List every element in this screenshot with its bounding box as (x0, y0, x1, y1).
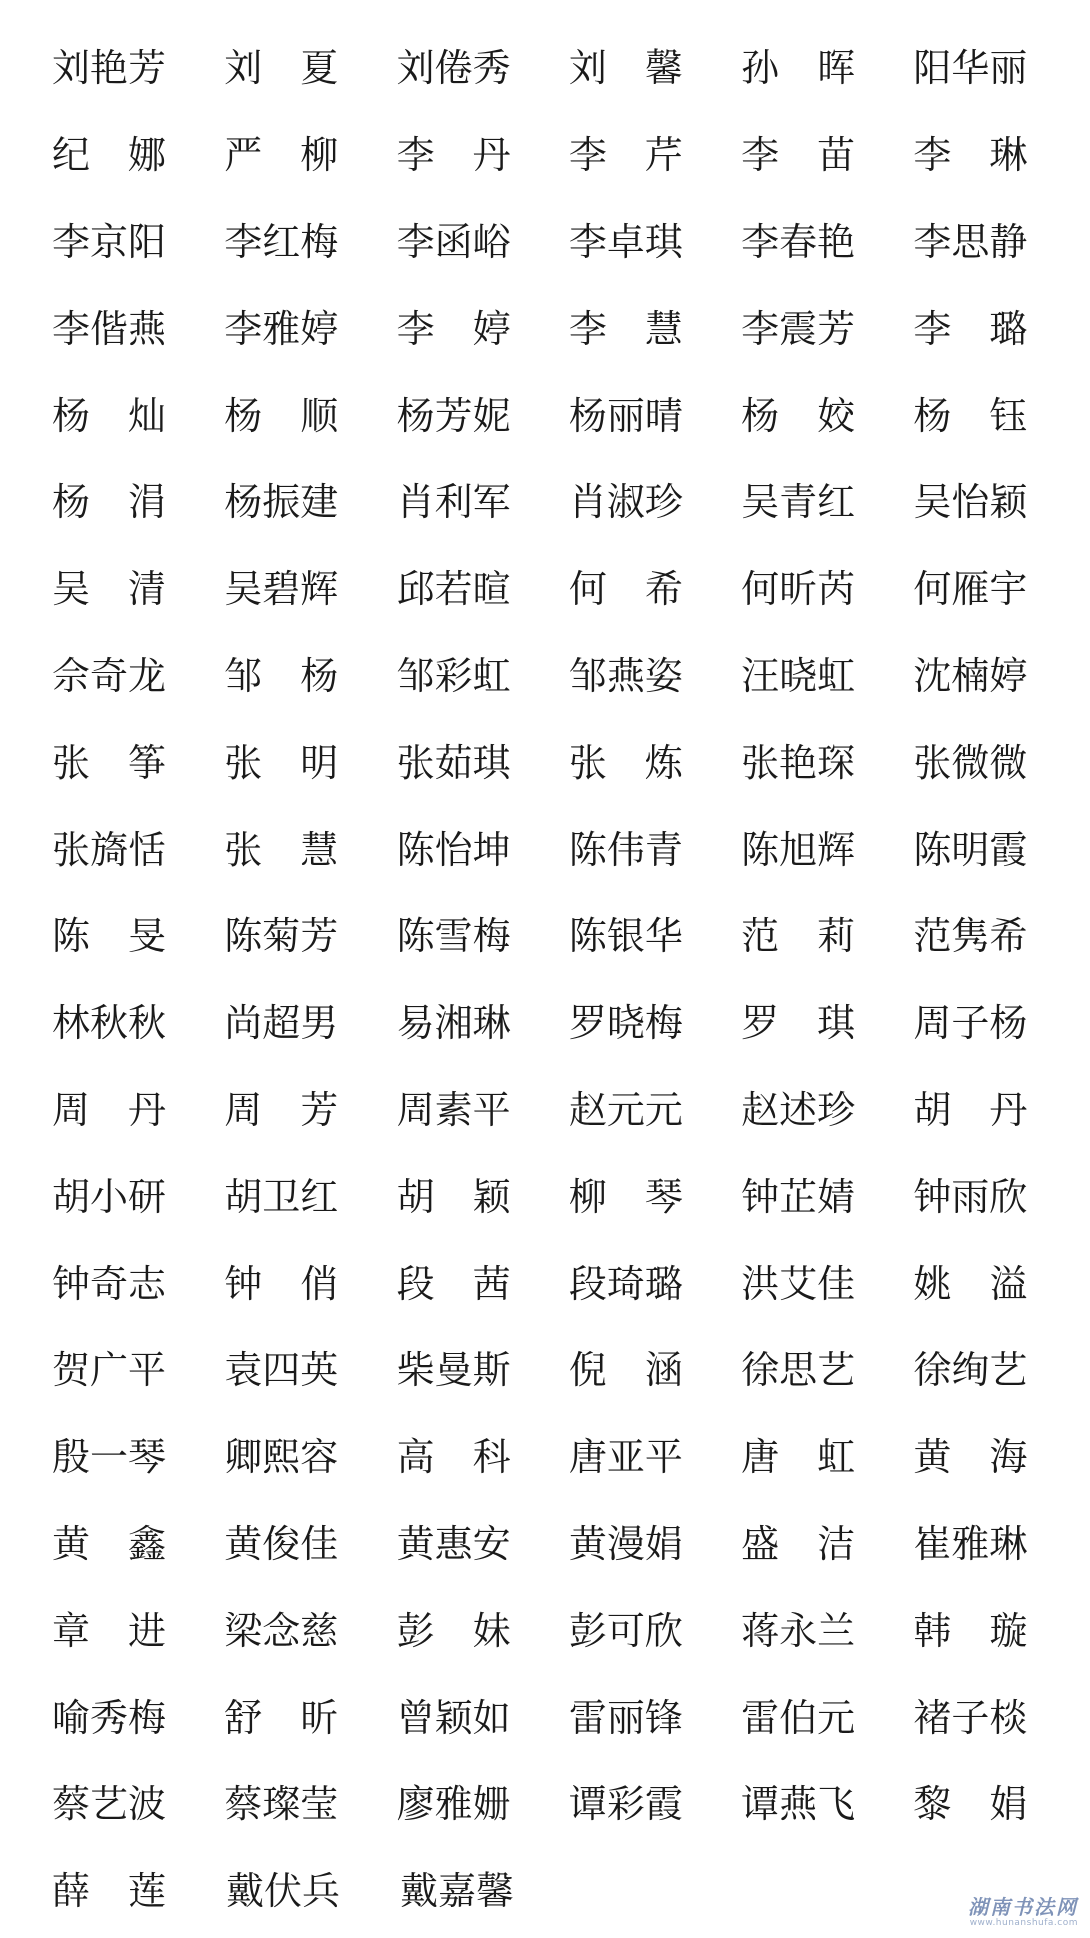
name-cell: 李雅婷 (224, 306, 339, 351)
name-cell: 李 婷 (396, 306, 511, 351)
name-cell: 倪 涵 (568, 1348, 683, 1393)
name-cell: 佘奇龙 (52, 653, 167, 698)
name-cell: 张艳琛 (741, 740, 856, 785)
name-list (52, 25, 1052, 1935)
name-row (52, 1674, 1052, 1761)
name-cell: 杨丽晴 (568, 393, 683, 438)
name-cell: 胡小研 (52, 1174, 167, 1219)
name-cell: 纪 娜 (52, 133, 167, 178)
name-cell: 何昕芮 (741, 567, 856, 612)
name-cell: 严 柳 (224, 133, 339, 178)
name-cell: 钟芷婧 (741, 1174, 856, 1219)
name-cell: 沈楠婷 (913, 653, 1028, 698)
watermark-title: 湖南书法网 (968, 1895, 1078, 1919)
name-cell: 徐绚艺 (913, 1348, 1028, 1393)
name-cell: 钟 俏 (224, 1261, 339, 1306)
name-cell: 邱若暄 (396, 567, 511, 612)
name-cell: 褚子棪 (913, 1695, 1028, 1740)
name-cell: 周 丹 (52, 1087, 167, 1132)
name-row (52, 546, 1052, 633)
name-cell: 戴嘉馨 (400, 1869, 515, 1914)
name-row (52, 1240, 1052, 1327)
name-cell: 李卓琪 (568, 219, 683, 264)
name-row (52, 372, 1052, 459)
name-cell: 罗 琪 (741, 1001, 856, 1046)
name-cell: 吴 清 (52, 567, 167, 612)
name-cell: 李函峪 (396, 219, 511, 264)
name-cell: 谭燕飞 (741, 1782, 856, 1827)
name-cell: 李红梅 (224, 219, 339, 264)
name-cell: 张 筝 (52, 740, 167, 785)
name-cell: 彭 妹 (396, 1608, 511, 1653)
name-row (52, 1848, 1052, 1935)
name-cell: 何雁宇 (913, 567, 1028, 612)
name-cell: 黄 海 (913, 1435, 1028, 1480)
name-cell: 梁念慈 (224, 1608, 339, 1653)
name-cell: 高 科 (396, 1435, 511, 1480)
name-cell: 罗晓梅 (568, 1001, 683, 1046)
name-row (52, 1327, 1052, 1414)
name-cell: 李京阳 (52, 219, 167, 264)
name-cell: 姚 溢 (913, 1261, 1028, 1306)
name-cell: 胡 颖 (396, 1174, 511, 1219)
name-cell: 何 希 (568, 567, 683, 612)
name-cell: 杨芳妮 (396, 393, 511, 438)
name-row (52, 199, 1052, 286)
name-cell: 黄俊佳 (224, 1521, 339, 1566)
name-cell: 杨振建 (224, 480, 339, 525)
name-cell: 唐 虹 (741, 1435, 856, 1480)
name-cell: 李思静 (913, 219, 1028, 264)
name-cell: 杨 钰 (913, 393, 1028, 438)
name-cell: 邹燕姿 (568, 653, 683, 698)
name-cell: 刘 馨 (568, 46, 683, 91)
name-cell: 李 芹 (568, 133, 683, 178)
name-cell: 段琦璐 (568, 1261, 683, 1306)
name-cell: 徐思艺 (741, 1348, 856, 1393)
name-cell: 黎 娟 (913, 1782, 1028, 1827)
name-cell: 陈银华 (568, 914, 683, 959)
name-cell: 汪晓虹 (741, 653, 856, 698)
name-cell: 洪艾佳 (741, 1261, 856, 1306)
name-cell: 刘 夏 (224, 46, 339, 91)
name-cell: 李 苗 (741, 133, 856, 178)
name-row (52, 1153, 1052, 1240)
name-cell: 吴青红 (741, 480, 856, 525)
name-cell: 陈怡坤 (396, 827, 511, 872)
name-cell: 雷丽锋 (568, 1695, 683, 1740)
name-cell: 邹 杨 (224, 653, 339, 698)
name-cell: 陈菊芳 (224, 914, 339, 959)
name-row (52, 1587, 1052, 1674)
name-cell: 雷伯元 (741, 1695, 856, 1740)
name-cell: 李震芳 (741, 306, 856, 351)
name-cell: 陈明霞 (913, 827, 1028, 872)
name-cell: 舒 昕 (224, 1695, 339, 1740)
name-cell: 贺广平 (52, 1348, 167, 1393)
name-cell: 胡 丹 (913, 1087, 1028, 1132)
name-row (52, 1761, 1052, 1848)
name-cell: 林秋秋 (52, 1001, 167, 1046)
name-cell: 李 慧 (568, 306, 683, 351)
name-cell: 曾颖如 (396, 1695, 511, 1740)
name-cell: 崔雅琳 (913, 1521, 1028, 1566)
name-cell: 张 炼 (568, 740, 683, 785)
name-cell: 张 慧 (224, 827, 339, 872)
name-cell: 黄漫娟 (568, 1521, 683, 1566)
name-cell: 陈雪梅 (396, 914, 511, 959)
watermark-url: www.hunanshufa.com (969, 1918, 1078, 1928)
name-row (52, 112, 1052, 199)
name-cell: 段 茜 (396, 1261, 511, 1306)
name-cell: 陈伟青 (568, 827, 683, 872)
name-cell: 胡卫红 (224, 1174, 339, 1219)
name-cell: 杨 姣 (741, 393, 856, 438)
name-cell: 张 明 (224, 740, 339, 785)
name-cell: 李 璐 (913, 306, 1028, 351)
name-cell: 杨 灿 (52, 393, 167, 438)
name-cell: 蔡璨莹 (224, 1782, 339, 1827)
name-cell: 卿熙容 (224, 1435, 339, 1480)
name-cell: 柳 琴 (568, 1174, 683, 1219)
name-cell: 谭彩霞 (568, 1782, 683, 1827)
name-cell: 柴曼斯 (396, 1348, 511, 1393)
name-cell: 李 琳 (913, 133, 1028, 178)
name-cell: 孙 晖 (741, 46, 856, 91)
name-row (52, 1501, 1052, 1588)
name-cell: 殷一琴 (52, 1435, 167, 1480)
name-cell: 黄惠安 (396, 1521, 511, 1566)
name-cell: 赵元元 (568, 1087, 683, 1132)
name-cell: 李 丹 (396, 133, 511, 178)
name-cell: 陈旭辉 (741, 827, 856, 872)
name-row (52, 285, 1052, 372)
name-cell: 袁四英 (224, 1348, 339, 1393)
name-cell: 周子杨 (913, 1001, 1028, 1046)
name-cell: 吴怡颖 (913, 480, 1028, 525)
name-cell: 刘艳芳 (52, 46, 167, 91)
name-cell: 蔡艺波 (52, 1782, 167, 1827)
name-row (52, 1414, 1052, 1501)
name-cell: 肖淑珍 (568, 480, 683, 525)
name-cell: 廖雅姗 (396, 1782, 511, 1827)
name-cell: 尚超男 (224, 1001, 339, 1046)
name-cell: 周素平 (396, 1087, 511, 1132)
name-cell: 范隽希 (913, 914, 1028, 959)
name-cell: 钟雨欣 (913, 1174, 1028, 1219)
name-cell: 张旖恬 (52, 827, 167, 872)
name-cell: 吴碧辉 (224, 567, 339, 612)
name-cell: 薛 莲 (52, 1869, 167, 1914)
site-watermark (968, 1896, 1078, 1928)
name-cell: 阳华丽 (913, 46, 1028, 91)
name-cell: 彭可欣 (568, 1608, 683, 1653)
name-row (52, 633, 1052, 720)
name-cell: 陈 旻 (52, 914, 167, 959)
name-cell: 赵述珍 (741, 1087, 856, 1132)
name-cell: 张微微 (913, 740, 1028, 785)
name-cell: 邹彩虹 (396, 653, 511, 698)
name-cell: 李春艳 (741, 219, 856, 264)
name-cell: 唐亚平 (568, 1435, 683, 1480)
name-cell: 肖利军 (396, 480, 511, 525)
name-cell: 张茹琪 (396, 740, 511, 785)
name-cell: 钟奇志 (52, 1261, 167, 1306)
name-row (52, 459, 1052, 546)
name-row (52, 25, 1052, 112)
name-cell: 刘倦秀 (396, 46, 511, 91)
name-cell: 韩 璇 (913, 1608, 1028, 1653)
name-cell: 盛 洁 (741, 1521, 856, 1566)
name-cell: 蒋永兰 (741, 1608, 856, 1653)
name-cell: 范 莉 (741, 914, 856, 959)
name-row (52, 1067, 1052, 1154)
name-cell: 周 芳 (224, 1087, 339, 1132)
name-cell: 杨 顺 (224, 393, 339, 438)
name-row (52, 893, 1052, 980)
name-cell: 黄 鑫 (52, 1521, 167, 1566)
name-cell: 李偕燕 (52, 306, 167, 351)
name-cell: 戴伏兵 (226, 1869, 341, 1914)
name-row (52, 719, 1052, 806)
name-row (52, 980, 1052, 1067)
name-cell: 杨 涓 (52, 480, 167, 525)
name-cell: 易湘琳 (396, 1001, 511, 1046)
name-row (52, 806, 1052, 893)
name-cell: 章 进 (52, 1608, 167, 1653)
name-cell: 喻秀梅 (52, 1695, 167, 1740)
